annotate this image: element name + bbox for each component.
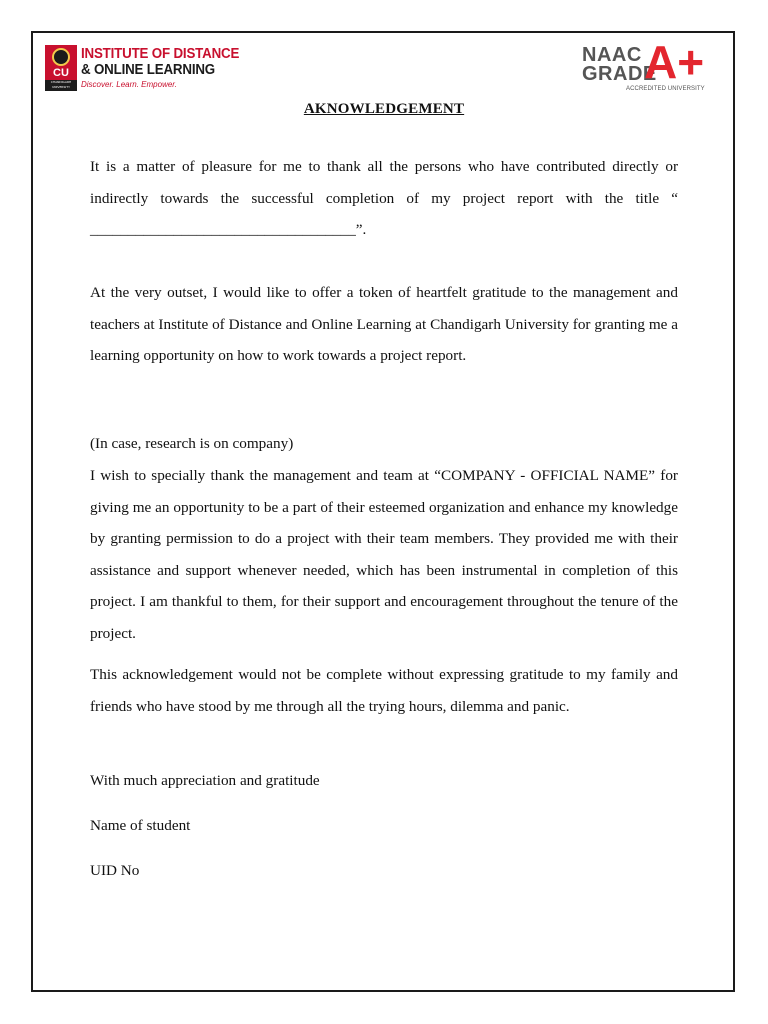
student-name-label: Name of student bbox=[90, 817, 191, 834]
paragraph-note: (In case, research is on company) bbox=[90, 435, 294, 452]
cu-badge-subtext: CHANDIGARH UNIVERSITY bbox=[45, 80, 77, 91]
paragraph-company: I wish to specially thank the management and team at “COMPANY - OFFICIAL NAME” for giving me an opportunity to be a part of their esteemed organization and enhance my knowledge by granting permission to do a project with their team members. They provided me with their assistance and support whenever needed, which has been instrumental in completion of this project. I am thankful to them, for their support and encouragement throughout the tenure of the project. bbox=[90, 467, 678, 642]
page-title: AKNOWLEDGEMENT bbox=[303, 101, 465, 117]
uid-label: UID No bbox=[90, 862, 140, 879]
paragraph-intro: It is a matter of pleasure for me to thank all the persons who have contributed directly or indirectly towards the successful completion of my project report with the title “ ___________________________________”. bbox=[90, 158, 678, 238]
closing-line: With much appreciation and gratitude bbox=[90, 772, 320, 789]
grade-value: A+ bbox=[644, 36, 705, 88]
institute-name-line1: INSTITUTE OF DISTANCE bbox=[81, 46, 240, 62]
naac-text: NAAC bbox=[582, 44, 642, 66]
cu-badge bbox=[45, 45, 77, 91]
cu-badge-text: CU bbox=[53, 67, 69, 79]
paragraph-gratitude-institute: At the very outset, I would like to offer a token of heartfelt gratitude to the management and teachers at Institute of Distance and Online Learning at Chandigarh University for granting me a learning opportunity on how to work towards a project report. bbox=[90, 284, 678, 364]
cu-emblem-icon bbox=[52, 48, 70, 66]
institute-logo bbox=[45, 45, 240, 93]
institute-name-line2: & ONLINE LEARNING bbox=[81, 62, 215, 78]
grade-text: GRADE bbox=[582, 63, 657, 85]
naac-logo bbox=[582, 36, 722, 97]
institute-tagline: Discover. Learn. Empower. bbox=[81, 80, 177, 89]
accredited-text: ACCREDITED UNIVERSITY bbox=[626, 86, 705, 92]
paragraph-family: This acknowledgement would not be complete without expressing gratitude to my family and friends who have stood by me through all the trying hours, dilemma and panic. bbox=[90, 666, 678, 715]
